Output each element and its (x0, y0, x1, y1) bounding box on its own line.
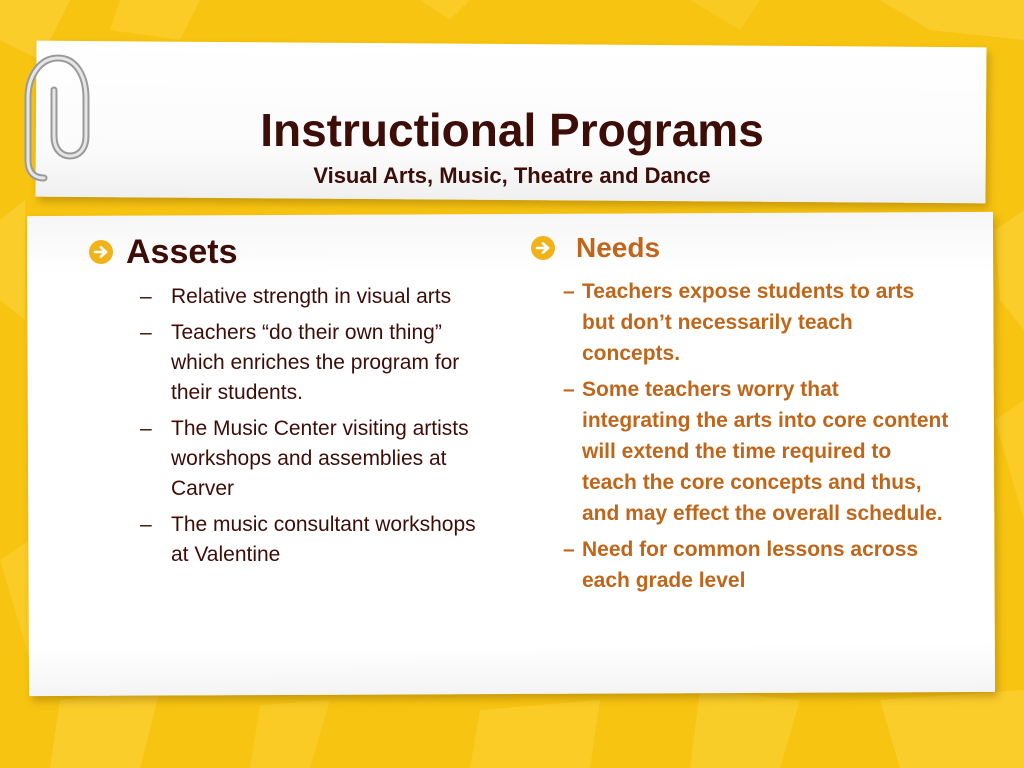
list-item-text: Teachers expose students to arts but don’t necessarily teach concepts. (582, 280, 915, 365)
list-item-text: The music consultant workshops at Valentine (171, 513, 476, 566)
list-item-text: Need for common lessons across each grade level (582, 538, 919, 592)
dash-marker: – (140, 417, 152, 440)
dash-marker: – (563, 538, 575, 561)
list-item-text: Teachers “do their own thing” which enriches the program for their students. (171, 321, 460, 404)
assets-heading: Assets (126, 233, 238, 271)
assets-heading-row (88, 232, 488, 272)
slide-title: Instructional Programs (260, 104, 764, 156)
dash-marker: – (140, 321, 152, 344)
list-item (563, 276, 950, 369)
list-item (140, 282, 488, 312)
list-item-text: Some teachers worry that integrating the arts into core content will extend the time required to teach the core concepts and thus, and may effect the overall schedule. (582, 378, 949, 525)
dash-marker: – (563, 378, 575, 401)
list-item (563, 534, 950, 596)
list-item (140, 414, 488, 504)
assets-list (140, 282, 488, 570)
arrow-circle-icon (530, 235, 556, 261)
needs-column (530, 230, 950, 601)
dash-marker: – (140, 285, 152, 308)
slide-subtitle: Visual Arts, Music, Theatre and Dance (313, 163, 711, 188)
list-item (563, 374, 950, 529)
dash-marker: – (563, 280, 575, 303)
arrow-circle-icon (88, 239, 114, 265)
list-item (140, 510, 488, 570)
list-item-text: Relative strength in visual arts (171, 285, 452, 308)
list-item (140, 318, 488, 408)
dash-marker: – (140, 513, 152, 536)
list-item-text: The Music Center visiting artists workshops and assemblies at Carver (171, 417, 469, 500)
needs-list (563, 276, 950, 596)
assets-column (88, 232, 488, 576)
needs-heading: Needs (576, 232, 661, 263)
needs-heading-row (530, 230, 950, 266)
